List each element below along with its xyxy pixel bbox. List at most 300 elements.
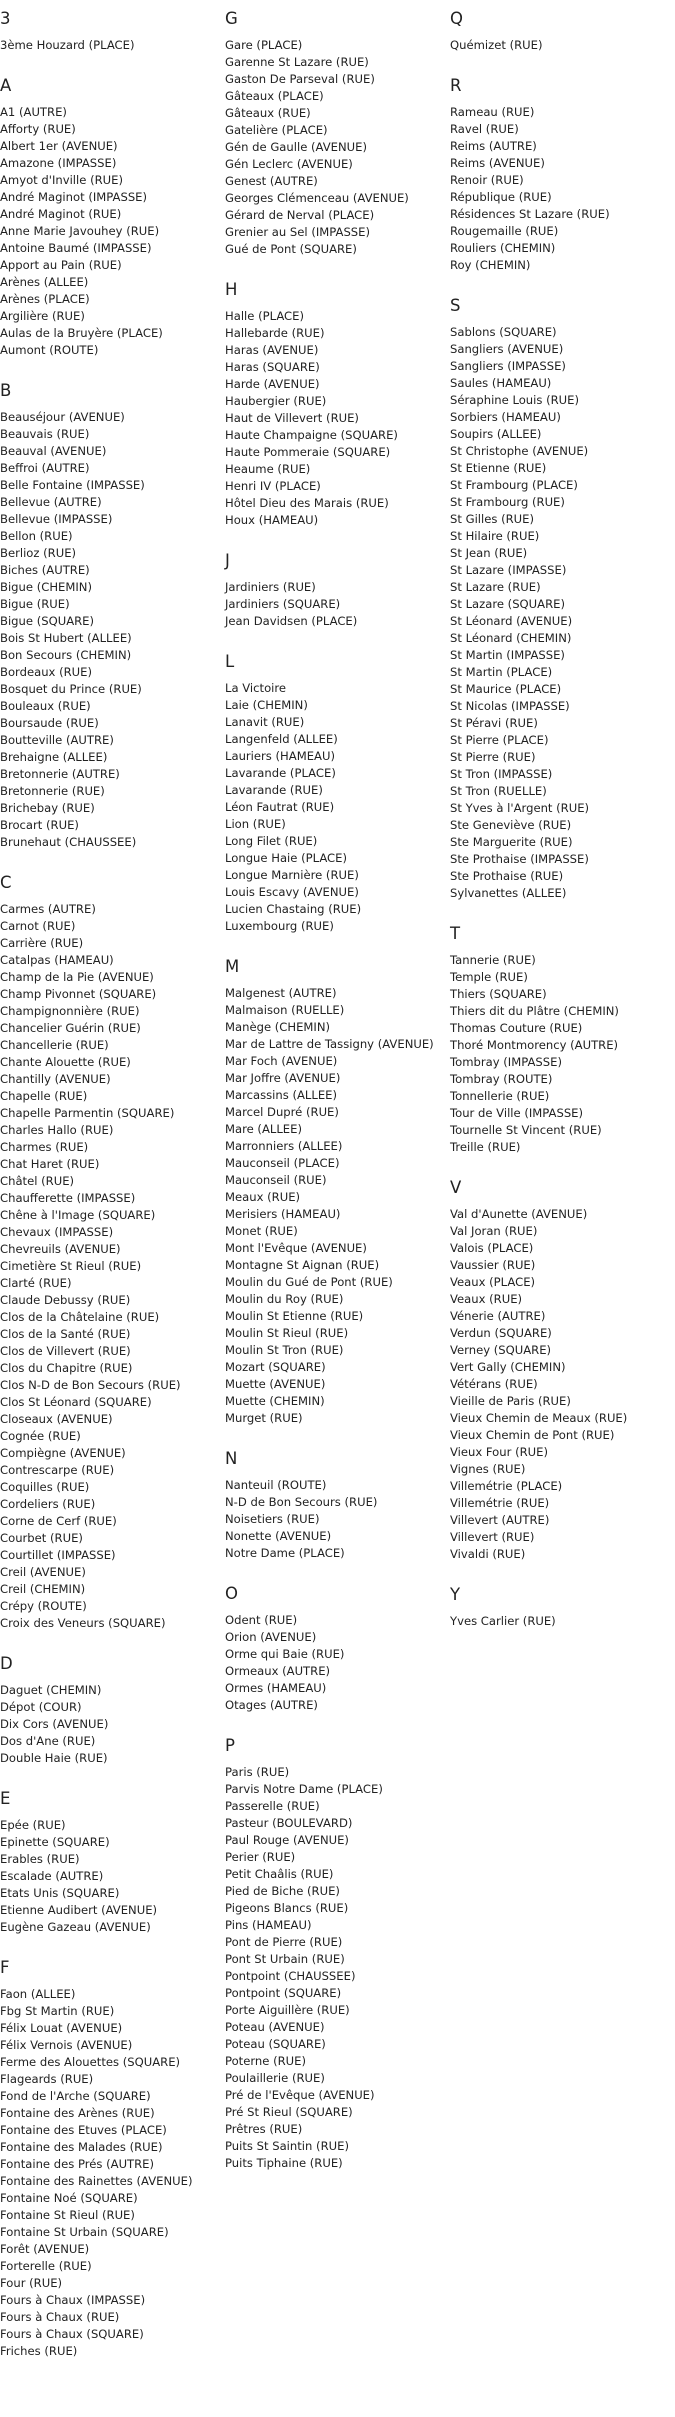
street-link[interactable]: Halle (PLACE) — [225, 309, 304, 323]
street-link[interactable]: Thomas Couture (RUE) — [450, 1021, 583, 1035]
street-link[interactable]: St Léonard (AVENUE) — [450, 614, 573, 628]
street-link[interactable]: Epinette (SQUARE) — [0, 1835, 110, 1849]
street-link[interactable]: Chancellerie (RUE) — [0, 1038, 109, 1052]
street-link[interactable]: Moulin St Etienne (RUE) — [225, 1309, 364, 1323]
street-link[interactable]: Veaux (PLACE) — [450, 1275, 536, 1289]
street-link[interactable]: Mauconseil (PLACE) — [225, 1156, 340, 1170]
street-link[interactable]: Résidences St Lazare (RUE) — [450, 207, 610, 221]
street-link[interactable]: Gâteaux (PLACE) — [225, 89, 324, 103]
street-link[interactable]: Lauriers (HAMEAU) — [225, 749, 335, 763]
street-link[interactable]: Lion (RUE) — [225, 817, 286, 831]
street-link[interactable]: Malmaison (RUELLE) — [225, 1003, 345, 1017]
street-link[interactable]: St Pierre (RUE) — [450, 750, 536, 764]
street-link[interactable]: Contrescarpe (RUE) — [0, 1463, 115, 1477]
street-link[interactable]: Moulin St Rieul (RUE) — [225, 1326, 349, 1340]
street-link[interactable]: Lucien Chastaing (RUE) — [225, 902, 362, 916]
street-link[interactable]: St Pierre (PLACE) — [450, 733, 549, 747]
street-link[interactable]: Longue Haie (PLACE) — [225, 851, 347, 865]
street-link[interactable]: Boutteville (AUTRE) — [0, 733, 114, 747]
street-link[interactable]: Faon (ALLEE) — [0, 1987, 76, 2001]
street-link[interactable]: St Léonard (CHEMIN) — [450, 631, 572, 645]
street-link[interactable]: Berlioz (RUE) — [0, 546, 77, 560]
street-link[interactable]: Pasteur (BOULEVARD) — [225, 1816, 353, 1830]
street-link[interactable]: Jardiniers (RUE) — [225, 580, 316, 594]
street-link[interactable]: Marcel Dupré (RUE) — [225, 1105, 339, 1119]
street-link[interactable]: St Lazare (RUE) — [450, 580, 541, 594]
street-link[interactable]: Odent (RUE) — [225, 1613, 298, 1627]
street-link[interactable]: Renoir (RUE) — [450, 173, 524, 187]
street-link[interactable]: Villemétrie (PLACE) — [450, 1479, 563, 1493]
street-link[interactable]: Pontpoint (CHAUSSEE) — [225, 1969, 356, 1983]
street-link[interactable]: Epée (RUE) — [0, 1818, 66, 1832]
street-link[interactable]: Chevreuils (AVENUE) — [0, 1242, 121, 1256]
street-link[interactable]: Fours à Chaux (SQUARE) — [0, 2327, 144, 2341]
street-link[interactable]: Dos d'Ane (RUE) — [0, 1734, 96, 1748]
street-link[interactable]: Apport au Pain (RUE) — [0, 258, 122, 272]
street-link[interactable]: Ormes (HAMEAU) — [225, 1681, 327, 1695]
street-link[interactable]: Notre Dame (PLACE) — [225, 1546, 345, 1560]
street-link[interactable]: Longue Marnière (RUE) — [225, 868, 359, 882]
street-link[interactable]: Beauvais (RUE) — [0, 427, 90, 441]
street-link[interactable]: Félix Louat (AVENUE) — [0, 2021, 123, 2035]
street-link[interactable]: St Frambourg (PLACE) — [450, 478, 578, 492]
street-link[interactable]: Vieux Chemin de Meaux (RUE) — [450, 1411, 628, 1425]
street-link[interactable]: St Lazare (IMPASSE) — [450, 563, 567, 577]
street-link[interactable]: Haute Champaigne (SQUARE) — [225, 428, 398, 442]
street-link[interactable]: Puits Tiphaine (RUE) — [225, 2156, 343, 2170]
street-link[interactable]: Parvis Notre Dame (PLACE) — [225, 1782, 383, 1796]
street-link[interactable]: Clos de Villevert (RUE) — [0, 1344, 131, 1358]
street-link[interactable]: St Yves à l'Argent (RUE) — [450, 801, 590, 815]
street-link[interactable]: Paul Rouge (AVENUE) — [225, 1833, 349, 1847]
street-link[interactable]: Anne Marie Javouhey (RUE) — [0, 224, 160, 238]
street-link[interactable]: Fontaine des Prés (AUTRE) — [0, 2157, 155, 2171]
street-link[interactable]: Clos de la Santé (RUE) — [0, 1327, 131, 1341]
street-link[interactable]: Bordeaux (RUE) — [0, 665, 93, 679]
street-link[interactable]: Puits St Saintin (RUE) — [225, 2139, 349, 2153]
street-link[interactable]: Chante Alouette (RUE) — [0, 1055, 131, 1069]
street-link[interactable]: Chat Haret (RUE) — [0, 1157, 100, 1171]
street-link[interactable]: Roy (CHEMIN) — [450, 258, 531, 272]
street-link[interactable]: Charles Hallo (RUE) — [0, 1123, 114, 1137]
street-link[interactable]: Vieille de Paris (RUE) — [450, 1394, 571, 1408]
street-link[interactable]: Corne de Cerf (RUE) — [0, 1514, 117, 1528]
street-link[interactable]: A1 (AUTRE) — [0, 105, 67, 119]
street-link[interactable]: Laie (CHEMIN) — [225, 698, 308, 712]
street-link[interactable]: Lanavit (RUE) — [225, 715, 305, 729]
street-link[interactable]: Haute Pommeraie (SQUARE) — [225, 445, 391, 459]
street-link[interactable]: St Tron (RUELLE) — [450, 784, 547, 798]
street-link[interactable]: Nonette (AVENUE) — [225, 1529, 332, 1543]
street-link[interactable]: Dépot (COUR) — [0, 1700, 82, 1714]
street-link[interactable]: Compiègne (AVENUE) — [0, 1446, 126, 1460]
street-link[interactable]: Luxembourg (RUE) — [225, 919, 334, 933]
street-link[interactable]: Jardiniers (SQUARE) — [225, 597, 341, 611]
street-link[interactable]: 3ème Houzard (PLACE) — [0, 38, 135, 52]
street-link[interactable]: Clos de la Châtelaine (RUE) — [0, 1310, 160, 1324]
street-link[interactable]: St Nicolas (IMPASSE) — [450, 699, 570, 713]
street-link[interactable]: Vaussier (RUE) — [450, 1258, 536, 1272]
street-link[interactable]: Fontaine des Malades (RUE) — [0, 2140, 163, 2154]
street-link[interactable]: Bretonnerie (RUE) — [0, 784, 105, 798]
street-link[interactable]: Eugène Gazeau (AVENUE) — [0, 1920, 151, 1934]
street-link[interactable]: Soupirs (ALLEE) — [450, 427, 542, 441]
street-link[interactable]: Fontaine des Etuves (PLACE) — [0, 2123, 167, 2137]
street-link[interactable]: Ste Prothaise (IMPASSE) — [450, 852, 589, 866]
street-link[interactable]: St Christophe (AVENUE) — [450, 444, 589, 458]
street-link[interactable]: St Tron (IMPASSE) — [450, 767, 553, 781]
street-link[interactable]: Clos N-D de Bon Secours (RUE) — [0, 1378, 181, 1392]
street-link[interactable]: Bigue (SQUARE) — [0, 614, 95, 628]
street-link[interactable]: Villevert (AUTRE) — [450, 1513, 550, 1527]
street-link[interactable]: Tour de Ville (IMPASSE) — [450, 1106, 584, 1120]
street-link[interactable]: Pré St Rieul (SQUARE) — [225, 2105, 353, 2119]
street-link[interactable]: Prêtres (RUE) — [225, 2122, 303, 2136]
street-link[interactable]: Argilière (RUE) — [0, 309, 85, 323]
street-link[interactable]: Houx (HAMEAU) — [225, 513, 319, 527]
street-link[interactable]: Haras (AVENUE) — [225, 343, 319, 357]
street-link[interactable]: Moulin du Gué de Pont (RUE) — [225, 1275, 393, 1289]
street-link[interactable]: Mare (ALLEE) — [225, 1122, 302, 1136]
street-link[interactable]: Rouliers (CHEMIN) — [450, 241, 556, 255]
street-link[interactable]: Sorbiers (HAMEAU) — [450, 410, 561, 424]
street-link[interactable]: Veaux (RUE) — [450, 1292, 523, 1306]
street-link[interactable]: André Maginot (IMPASSE) — [0, 190, 148, 204]
street-link[interactable]: Cognée (RUE) — [0, 1429, 81, 1443]
street-link[interactable]: Fond de l'Arche (SQUARE) — [0, 2089, 151, 2103]
street-link[interactable]: Ravel (RUE) — [450, 122, 519, 136]
street-link[interactable]: Closeaux (AVENUE) — [0, 1412, 113, 1426]
street-link[interactable]: Nanteuil (ROUTE) — [225, 1478, 327, 1492]
street-link[interactable]: Montagne St Aignan (RUE) — [225, 1258, 380, 1272]
street-link[interactable]: Fontaine Noé (SQUARE) — [0, 2191, 138, 2205]
street-link[interactable]: Bigue (RUE) — [0, 597, 70, 611]
street-link[interactable]: Harde (AVENUE) — [225, 377, 320, 391]
street-link[interactable]: Clos St Léonard (SQUARE) — [0, 1395, 152, 1409]
street-link[interactable]: Poteau (SQUARE) — [225, 2037, 326, 2051]
street-link[interactable]: Poterne (RUE) — [225, 2054, 306, 2068]
street-link[interactable]: Moulin du Roy (RUE) — [225, 1292, 344, 1306]
street-link[interactable]: Gare (PLACE) — [225, 38, 303, 52]
street-link[interactable]: Pied de Biche (RUE) — [225, 1884, 340, 1898]
street-link[interactable]: Amazone (IMPASSE) — [0, 156, 117, 170]
street-link[interactable]: Gérard de Nerval (PLACE) — [225, 208, 375, 222]
street-link[interactable]: Hallebarde (RUE) — [225, 326, 325, 340]
street-link[interactable]: Carnot (RUE) — [0, 919, 76, 933]
street-link[interactable]: Crépy (ROUTE) — [0, 1599, 87, 1613]
street-link[interactable]: Dix Cors (AVENUE) — [0, 1717, 109, 1731]
street-link[interactable]: Brichebay (RUE) — [0, 801, 95, 815]
street-link[interactable]: Antoine Baumé (IMPASSE) — [0, 241, 152, 255]
street-link[interactable]: Pins (HAMEAU) — [225, 1918, 312, 1932]
street-link[interactable]: Aulas de la Bruyère (PLACE) — [0, 326, 163, 340]
street-link[interactable]: Gatelière (PLACE) — [225, 123, 328, 137]
street-link[interactable]: Merisiers (HAMEAU) — [225, 1207, 341, 1221]
street-link[interactable]: Brunehaut (CHAUSSEE) — [0, 835, 137, 849]
street-link[interactable]: Lavarande (PLACE) — [225, 766, 336, 780]
street-link[interactable]: Vert Gally (CHEMIN) — [450, 1360, 566, 1374]
street-link[interactable]: Chêne à l'Image (SQUARE) — [0, 1208, 156, 1222]
street-link[interactable]: Gén de Gaulle (AVENUE) — [225, 140, 368, 154]
street-link[interactable]: Beauval (AVENUE) — [0, 444, 107, 458]
street-link[interactable]: Bellon (RUE) — [0, 529, 73, 543]
street-link[interactable]: Pont de Pierre (RUE) — [225, 1935, 343, 1949]
street-link[interactable]: Tombray (ROUTE) — [450, 1072, 553, 1086]
street-link[interactable]: Sablons (SQUARE) — [450, 325, 557, 339]
street-link[interactable]: Bellevue (IMPASSE) — [0, 512, 113, 526]
street-link[interactable]: Chapelle (RUE) — [0, 1089, 88, 1103]
street-link[interactable]: Heaume (RUE) — [225, 462, 311, 476]
street-link[interactable]: Charmes (RUE) — [0, 1140, 89, 1154]
street-link[interactable]: Châtel (RUE) — [0, 1174, 75, 1188]
street-link[interactable]: Arènes (ALLEE) — [0, 275, 89, 289]
street-link[interactable]: Biches (AUTRE) — [0, 563, 90, 577]
street-link[interactable]: Gén Leclerc (AVENUE) — [225, 157, 353, 171]
street-link[interactable]: Courbet (RUE) — [0, 1531, 83, 1545]
street-link[interactable]: Mar Foch (AVENUE) — [225, 1054, 338, 1068]
street-link[interactable]: Fontaine des Rainettes (AVENUE) — [0, 2174, 193, 2188]
street-link[interactable]: Fontaine des Arènes (RUE) — [0, 2106, 155, 2120]
street-link[interactable]: Muette (AVENUE) — [225, 1377, 326, 1391]
street-link[interactable]: Bretonnerie (AUTRE) — [0, 767, 120, 781]
street-link[interactable]: Langenfeld (ALLEE) — [225, 732, 338, 746]
street-link[interactable]: Reims (AUTRE) — [450, 139, 537, 153]
street-link[interactable]: Genest (AUTRE) — [225, 174, 318, 188]
street-link[interactable]: Bouleaux (RUE) — [0, 699, 91, 713]
street-link[interactable]: Léon Fautrat (RUE) — [225, 800, 335, 814]
street-link[interactable]: Val d'Aunette (AVENUE) — [450, 1207, 588, 1221]
street-link[interactable]: Lavarande (RUE) — [225, 783, 323, 797]
street-link[interactable]: Mar de Lattre de Tassigny (AVENUE) — [225, 1037, 434, 1051]
street-link[interactable]: Friches (RUE) — [0, 2344, 78, 2358]
street-link[interactable]: Petit Chaâlis (RUE) — [225, 1867, 334, 1881]
street-link[interactable]: Otages (AUTRE) — [225, 1698, 318, 1712]
street-link[interactable]: Cordeliers (RUE) — [0, 1497, 96, 1511]
street-link[interactable]: Champignonnière (RUE) — [0, 1004, 140, 1018]
street-link[interactable]: Cimetière St Rieul (RUE) — [0, 1259, 142, 1273]
street-link[interactable]: Vieux Four (RUE) — [450, 1445, 548, 1459]
street-link[interactable]: Catalpas (HAMEAU) — [0, 953, 114, 967]
street-link[interactable]: Afforty (RUE) — [0, 122, 76, 136]
street-link[interactable]: Quémizet (RUE) — [450, 38, 543, 52]
street-link[interactable]: Vivaldi (RUE) — [450, 1547, 526, 1561]
street-link[interactable]: Jean Davidsen (PLACE) — [225, 614, 358, 628]
street-link[interactable]: Bon Secours (CHEMIN) — [0, 648, 132, 662]
street-link[interactable]: Escalade (AUTRE) — [0, 1869, 104, 1883]
street-link[interactable]: Moulin St Tron (RUE) — [225, 1343, 344, 1357]
street-link[interactable]: Ste Marguerite (RUE) — [450, 835, 573, 849]
street-link[interactable]: Paris (RUE) — [225, 1765, 290, 1779]
street-link[interactable]: Thoré Montmorency (AUTRE) — [450, 1038, 619, 1052]
street-link[interactable]: Louis Escavy (AVENUE) — [225, 885, 359, 899]
street-link[interactable]: Saules (HAMEAU) — [450, 376, 552, 390]
street-link[interactable]: St Frambourg (RUE) — [450, 495, 565, 509]
street-link[interactable]: Bellevue (AUTRE) — [0, 495, 102, 509]
street-link[interactable]: Gué de Pont (SQUARE) — [225, 242, 357, 256]
street-link[interactable]: Champ de la Pie (AVENUE) — [0, 970, 154, 984]
street-link[interactable]: Vieux Chemin de Pont (RUE) — [450, 1428, 615, 1442]
street-link[interactable]: Double Haie (RUE) — [0, 1751, 108, 1765]
street-link[interactable]: Four (RUE) — [0, 2276, 63, 2290]
street-link[interactable]: Claude Debussy (RUE) — [0, 1293, 131, 1307]
street-link[interactable]: Vétérans (RUE) — [450, 1377, 538, 1391]
street-link[interactable]: N-D de Bon Secours (RUE) — [225, 1495, 378, 1509]
street-link[interactable]: Aumont (ROUTE) — [0, 343, 99, 357]
street-link[interactable]: Marcassins (ALLEE) — [225, 1088, 338, 1102]
street-link[interactable]: Erables (RUE) — [0, 1852, 80, 1866]
street-link[interactable]: Fours à Chaux (IMPASSE) — [0, 2293, 146, 2307]
street-link[interactable]: Ferme des Alouettes (SQUARE) — [0, 2055, 181, 2069]
street-link[interactable]: Manège (CHEMIN) — [225, 1020, 331, 1034]
street-link[interactable]: St Lazare (SQUARE) — [450, 597, 566, 611]
street-link[interactable]: Clos du Chapitre (RUE) — [0, 1361, 133, 1375]
street-link[interactable]: Passerelle (RUE) — [225, 1799, 320, 1813]
street-link[interactable]: Flageards (RUE) — [0, 2072, 94, 2086]
street-link[interactable]: Poteau (AVENUE) — [225, 2020, 325, 2034]
street-link[interactable]: Villemétrie (RUE) — [450, 1496, 550, 1510]
street-link[interactable]: Hôtel Dieu des Marais (RUE) — [225, 496, 389, 510]
street-link[interactable]: Forterelle (RUE) — [0, 2259, 92, 2273]
street-link[interactable]: Gâteaux (RUE) — [225, 106, 311, 120]
street-link[interactable]: Brehaigne (ALLEE) — [0, 750, 108, 764]
street-link[interactable]: Fbg St Martin (RUE) — [0, 2004, 115, 2018]
street-link[interactable]: Long Filet (RUE) — [225, 834, 318, 848]
street-link[interactable]: Amyot d'Inville (RUE) — [0, 173, 123, 187]
street-link[interactable]: Fours à Chaux (RUE) — [0, 2310, 120, 2324]
street-link[interactable]: Poulaillerie (RUE) — [225, 2071, 325, 2085]
street-link[interactable]: Albert 1er (AVENUE) — [0, 139, 118, 153]
street-link[interactable]: Arènes (PLACE) — [0, 292, 90, 306]
street-link[interactable]: Verdun (SQUARE) — [450, 1326, 552, 1340]
street-link[interactable]: Ste Prothaise (RUE) — [450, 869, 564, 883]
street-link[interactable]: Pontpoint (SQUARE) — [225, 1986, 342, 2000]
street-link[interactable]: Verney (SQUARE) — [450, 1343, 552, 1357]
street-link[interactable]: Creil (AVENUE) — [0, 1565, 86, 1579]
street-link[interactable]: Sylvanettes (ALLEE) — [450, 886, 567, 900]
street-link[interactable]: Etats Unis (SQUARE) — [0, 1886, 120, 1900]
street-link[interactable]: St Martin (IMPASSE) — [450, 648, 565, 662]
street-link[interactable]: St Maurice (PLACE) — [450, 682, 562, 696]
street-link[interactable]: Croix des Veneurs (SQUARE) — [0, 1616, 166, 1630]
street-link[interactable]: Vénerie (AUTRE) — [450, 1309, 546, 1323]
street-link[interactable]: Bosquet du Prince (RUE) — [0, 682, 142, 696]
street-link[interactable]: Malgenest (AUTRE) — [225, 986, 337, 1000]
street-link[interactable]: Perier (RUE) — [225, 1850, 296, 1864]
street-link[interactable]: Orme qui Baie (RUE) — [225, 1647, 345, 1661]
street-link[interactable]: Bigue (CHEMIN) — [0, 580, 92, 594]
street-link[interactable]: Vignes (RUE) — [450, 1462, 526, 1476]
street-link[interactable]: Champ Pivonnet (SQUARE) — [0, 987, 157, 1001]
street-link[interactable]: Treille (RUE) — [450, 1140, 521, 1154]
street-link[interactable]: Séraphine Louis (RUE) — [450, 393, 580, 407]
street-link[interactable]: Garenne St Lazare (RUE) — [225, 55, 369, 69]
street-link[interactable]: Sangliers (IMPASSE) — [450, 359, 566, 373]
street-link[interactable]: Val Joran (RUE) — [450, 1224, 538, 1238]
street-link[interactable]: Yves Carlier (RUE) — [450, 1614, 556, 1628]
street-link[interactable]: Chapelle Parmentin (SQUARE) — [0, 1106, 175, 1120]
street-link[interactable]: Chancelier Guérin (RUE) — [0, 1021, 141, 1035]
street-link[interactable]: Temple (RUE) — [450, 970, 528, 984]
street-link[interactable]: Ormeaux (AUTRE) — [225, 1664, 331, 1678]
street-link[interactable]: Bois St Hubert (ALLEE) — [0, 631, 132, 645]
street-link[interactable]: Porte Aiguillère (RUE) — [225, 2003, 350, 2017]
street-link[interactable]: Georges Clémenceau (AVENUE) — [225, 191, 409, 205]
street-link[interactable]: Grenier au Sel (IMPASSE) — [225, 225, 371, 239]
street-link[interactable]: Beauséjour (AVENUE) — [0, 410, 125, 424]
street-link[interactable]: Chevaux (IMPASSE) — [0, 1225, 114, 1239]
street-link[interactable]: Coquilles (RUE) — [0, 1480, 90, 1494]
street-link[interactable]: Daguet (CHEMIN) — [0, 1683, 102, 1697]
street-link[interactable]: Sangliers (AVENUE) — [450, 342, 564, 356]
street-link[interactable]: Thiers (SQUARE) — [450, 987, 547, 1001]
street-link[interactable]: Noisetiers (RUE) — [225, 1512, 320, 1526]
street-link[interactable]: Villevert (RUE) — [450, 1530, 535, 1544]
street-link[interactable]: Mauconseil (RUE) — [225, 1173, 327, 1187]
street-link[interactable]: Creil (CHEMIN) — [0, 1582, 86, 1596]
street-link[interactable]: Haut de Villevert (RUE) — [225, 411, 359, 425]
street-link[interactable]: Mont l'Evêque (AVENUE) — [225, 1241, 367, 1255]
street-link[interactable]: Ste Geneviève (RUE) — [450, 818, 572, 832]
street-link[interactable]: Haubergier (RUE) — [225, 394, 327, 408]
street-link[interactable]: Fontaine St Rieul (RUE) — [0, 2208, 135, 2222]
street-link[interactable]: Valois (PLACE) — [450, 1241, 534, 1255]
street-link[interactable]: Carmes (AUTRE) — [0, 902, 96, 916]
street-link[interactable]: Courtillet (IMPASSE) — [0, 1548, 116, 1562]
street-link[interactable]: La Victoire — [225, 681, 287, 695]
street-link[interactable]: Tonnellerie (RUE) — [450, 1089, 550, 1103]
street-link[interactable]: Chantilly (AVENUE) — [0, 1072, 111, 1086]
street-link[interactable]: Beffroi (AUTRE) — [0, 461, 90, 475]
street-link[interactable]: Etienne Audibert (AVENUE) — [0, 1903, 158, 1917]
street-link[interactable]: Boursaude (RUE) — [0, 716, 99, 730]
street-link[interactable]: St Etienne (RUE) — [450, 461, 547, 475]
street-link[interactable]: Tannerie (RUE) — [450, 953, 536, 967]
street-link[interactable]: Reims (AVENUE) — [450, 156, 545, 170]
street-link[interactable]: St Jean (RUE) — [450, 546, 528, 560]
street-link[interactable]: Murget (RUE) — [225, 1411, 303, 1425]
street-link[interactable]: Marronniers (ALLEE) — [225, 1139, 343, 1153]
street-link[interactable]: Pigeons Blancs (RUE) — [225, 1901, 349, 1915]
street-link[interactable]: André Maginot (RUE) — [0, 207, 122, 221]
street-link[interactable]: St Péravi (RUE) — [450, 716, 538, 730]
street-link[interactable]: St Martin (PLACE) — [450, 665, 553, 679]
street-link[interactable]: Henri IV (PLACE) — [225, 479, 321, 493]
street-link[interactable]: Rougemaille (RUE) — [450, 224, 559, 238]
street-link[interactable]: Muette (CHEMIN) — [225, 1394, 325, 1408]
street-link[interactable]: Tombray (IMPASSE) — [450, 1055, 562, 1069]
street-link[interactable]: Haras (SQUARE) — [225, 360, 320, 374]
street-link[interactable]: Mar Joffre (AVENUE) — [225, 1071, 341, 1085]
street-link[interactable]: Orion (AVENUE) — [225, 1630, 317, 1644]
street-link[interactable]: Chaufferette (IMPASSE) — [0, 1191, 136, 1205]
street-link[interactable]: Rameau (RUE) — [450, 105, 535, 119]
street-link[interactable]: Félix Vernois (AVENUE) — [0, 2038, 133, 2052]
street-link[interactable]: Belle Fontaine (IMPASSE) — [0, 478, 145, 492]
street-link[interactable]: Gaston De Parseval (RUE) — [225, 72, 375, 86]
street-link[interactable]: Brocart (RUE) — [0, 818, 79, 832]
street-link[interactable]: Forêt (AVENUE) — [0, 2242, 90, 2256]
street-link[interactable]: Tournelle St Vincent (RUE) — [450, 1123, 602, 1137]
street-link[interactable]: Pont St Urbain (RUE) — [225, 1952, 345, 1966]
street-link[interactable]: Monet (RUE) — [225, 1224, 298, 1238]
street-link[interactable]: St Gilles (RUE) — [450, 512, 535, 526]
street-link[interactable]: Pré de l'Evêque (AVENUE) — [225, 2088, 375, 2102]
street-link[interactable]: St Hilaire (RUE) — [450, 529, 540, 543]
street-link[interactable]: Fontaine St Urbain (SQUARE) — [0, 2225, 169, 2239]
street-link[interactable]: Mozart (SQUARE) — [225, 1360, 326, 1374]
street-link[interactable]: Thiers dit du Plâtre (CHEMIN) — [450, 1004, 619, 1018]
street-link[interactable]: Carrière (RUE) — [0, 936, 84, 950]
